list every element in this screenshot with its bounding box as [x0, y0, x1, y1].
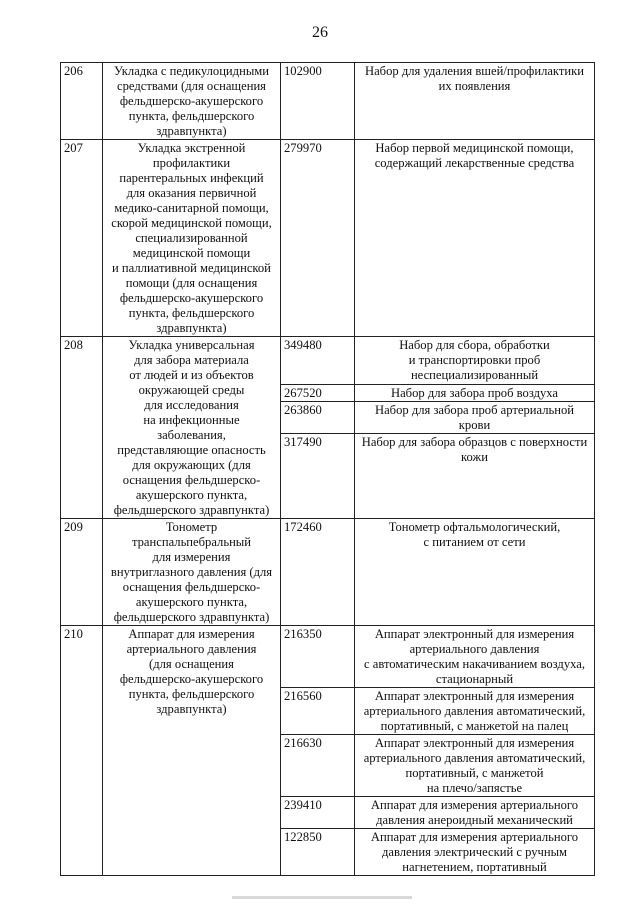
page-number: 26 — [312, 24, 328, 41]
item-description: Тонометр офтальмологический, с питанием от сети — [355, 519, 595, 626]
row-number: 206 — [61, 63, 103, 140]
item-description: Аппарат для измерения артериального давления анероидный механический — [355, 797, 595, 829]
table-row — [61, 519, 595, 626]
item-code: 349480 — [281, 337, 355, 385]
item-description: Набор для забора проб воздуха — [355, 384, 595, 401]
kit-name: Укладка универсальная для забора материала от людей и из объектов окружающей среды для исследования на инфекционные заболевания, представляющие опасность для окружающих (для оснащения фельдшерско- акушерского пункта, фельдшерского здравпункта) — [103, 337, 281, 519]
row-number: 208 — [61, 337, 103, 519]
row-number: 209 — [61, 519, 103, 626]
table-row — [61, 337, 595, 385]
item-description: Набор для забора образцов с поверхности кожи — [355, 434, 595, 519]
kit-name: Аппарат для измерения артериального давления (для оснащения фельдшерско-акушерского пункта, фельдшерского здравпункта) — [103, 626, 281, 876]
item-code: 172460 — [281, 519, 355, 626]
medical-equipment-table — [60, 62, 595, 876]
scan-artifact — [232, 896, 412, 899]
item-code: 122850 — [281, 829, 355, 876]
item-description: Набор для удаления вшей/профилактики их появления — [355, 63, 595, 140]
row-number: 207 — [61, 140, 103, 337]
kit-name: Укладка с педикулоцидными средствами (для оснащения фельдшерско-акушерского пункта, фельдшерского здравпункта) — [103, 63, 281, 140]
item-description: Аппарат электронный для измерения артериального давления с автоматическим накачиванием воздуха, стационарный — [355, 626, 595, 688]
kit-name: Тонометр транспальпебральный для измерения внутриглазного давления (для оснащения фельдшерско- акушерского пункта, фельдшерского здравпункта) — [103, 519, 281, 626]
item-code: 317490 — [281, 434, 355, 519]
item-code: 216630 — [281, 735, 355, 797]
item-description: Набор для забора проб артериальной крови — [355, 401, 595, 433]
item-code: 216560 — [281, 688, 355, 735]
table-row — [61, 626, 595, 688]
item-code: 216350 — [281, 626, 355, 688]
kit-name: Укладка экстренной профилактики парентеральных инфекций для оказания первичной медико-санитарной помощи, скорой медицинской помощи, специализированной медицинской помощи и паллиативной медицинской помощи (для оснащения фельдшерско-акушерского пункта, фельдшерского здравпункта) — [103, 140, 281, 337]
item-code: 279970 — [281, 140, 355, 337]
item-description: Набор первой медицинской помощи, содержащий лекарственные средства — [355, 140, 595, 337]
item-code: 102900 — [281, 63, 355, 140]
item-description: Аппарат электронный для измерения артериального давления автоматический, портативный, с манжетой на плечо/запястье — [355, 735, 595, 797]
item-code: 239410 — [281, 797, 355, 829]
item-description: Аппарат электронный для измерения артериального давления автоматический, портативный, с манжетой на палец — [355, 688, 595, 735]
row-number: 210 — [61, 626, 103, 876]
item-description: Аппарат для измерения артериального давления электрический с ручным нагнетением, портативный — [355, 829, 595, 876]
item-code: 263860 — [281, 401, 355, 433]
item-code: 267520 — [281, 384, 355, 401]
item-description: Набор для сбора, обработки и транспортировки проб неспециализированный — [355, 337, 595, 385]
table-row — [61, 63, 595, 140]
table-row — [61, 140, 595, 337]
